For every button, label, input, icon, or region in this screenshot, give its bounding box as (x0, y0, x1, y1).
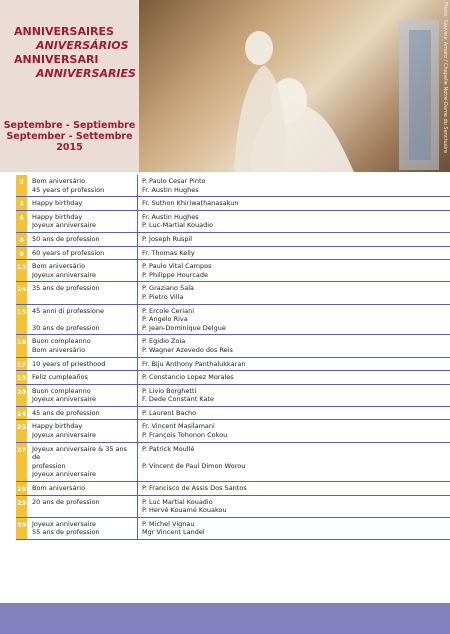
name-cell (138, 175, 450, 196)
name-cell (138, 358, 450, 371)
date-block (0, 120, 139, 153)
occasion-cell (27, 282, 138, 303)
date-line-1: Septembre - Septiembre (3, 120, 136, 131)
name-line: P. Paulo Vital Campos (142, 262, 212, 271)
occasion-line: 50 ans de profession (32, 234, 100, 243)
occasion-cell (27, 211, 138, 232)
name-line (142, 453, 450, 462)
title-panel (0, 0, 139, 172)
date-line-3: 2015 (56, 142, 83, 153)
occasion-line: Joyeux anniversaire (32, 431, 97, 440)
name-line: Fr. Austin Hughes (142, 212, 199, 221)
name-line: P. Ercole Ceriani (142, 306, 195, 315)
table-row (16, 371, 450, 385)
title-pt: ANIVERSÁRIOS (36, 39, 129, 52)
occasion-cell (27, 385, 138, 406)
occasion-cell (27, 371, 138, 384)
name-line: P. Laurent Bacho (142, 408, 197, 417)
name-line: Fr. Suthon Khiriwathanasakun (142, 199, 239, 208)
table-row (16, 407, 450, 421)
table-row (16, 260, 450, 282)
name-line: P. François Tohonon Cokou (142, 431, 228, 440)
occasion-line: 35 ans de profession (32, 284, 100, 293)
name-cell (138, 335, 450, 356)
occasion-line: 45 anni di professione (32, 306, 105, 315)
name-line: P. Constancio Lopez Morales (142, 373, 234, 382)
occasion-cell (27, 175, 138, 196)
name-cell (138, 305, 450, 335)
day-cell: 27 (16, 443, 27, 481)
day-cell: 8 (16, 233, 27, 246)
occasion-line (32, 315, 137, 324)
name-line: Fr. Biju Anthony Panthalukkaran (142, 359, 246, 368)
name-line: P. Joseph Ruspil (142, 234, 193, 243)
day-cell: 30 (16, 518, 27, 539)
name-cell (138, 282, 450, 303)
table-row (16, 443, 450, 482)
day-cell: 14 (16, 282, 27, 303)
occasion-cell (27, 482, 138, 495)
table-row (16, 335, 450, 357)
statue-illustration (139, 0, 450, 172)
day-cell: 13 (16, 260, 27, 281)
name-line: Fr. Austin Hughes (142, 185, 199, 194)
day-cell: 25 (16, 420, 27, 441)
title-fr: ANNIVERSAIRES (14, 25, 114, 38)
day-cell: 3 (16, 197, 27, 210)
occasion-line: Joyeux anniversaire (32, 395, 97, 404)
occasion-line: Feliz cumpleaños (32, 373, 88, 382)
title-en: ANNIVERSARIES (36, 67, 136, 80)
occasion-cell (27, 247, 138, 260)
occasion-cell (27, 420, 138, 441)
day-cell: 16 (16, 335, 27, 356)
table-row (16, 282, 450, 304)
name-cell (138, 247, 450, 260)
name-line: P. Jean-Dominique Delgue (142, 323, 226, 332)
occasion-line: 45 ans de profession (32, 408, 100, 417)
table-row (16, 211, 450, 233)
occasion-line: Joyeux anniversaire (32, 221, 97, 230)
name-cell (138, 482, 450, 495)
day-cell: 20 (16, 385, 27, 406)
occasion-line: Bom aniversário (32, 345, 86, 354)
occasion-cell (27, 496, 138, 517)
day-cell: 29 (16, 496, 27, 517)
table-row (16, 385, 450, 407)
name-line: P. Michel Vignau (142, 519, 195, 528)
occasion-line: Joyeux anniversaire & 35 ans de (32, 444, 128, 462)
header (0, 0, 450, 172)
occasion-line: Joyeux anniversaire (32, 470, 97, 479)
name-cell (138, 385, 450, 406)
table-row (16, 233, 450, 247)
occasion-line: 60 years of profession (32, 248, 105, 257)
occasion-line: 20 ans de profession (32, 497, 100, 506)
name-line: Fr. Vincent Masilamani (142, 422, 215, 431)
occasion-line: Bom aniversário (32, 262, 86, 271)
name-cell (138, 371, 450, 384)
occasion-cell (27, 335, 138, 356)
table-row (16, 518, 450, 540)
name-line: F. Dede Constant Kate (142, 395, 214, 404)
day-cell: 24 (16, 407, 27, 420)
date-line-2: September - Settembre (6, 131, 133, 142)
name-cell (138, 443, 450, 481)
table-row (16, 175, 450, 197)
name-line: P. Philippe Hourcade (142, 270, 209, 279)
name-line: P. Francisco de Assis Dos Santos (142, 484, 247, 493)
photo-credit: Photo: Sauveur Amato / Chapelle Notre-Dame du Sanctuaire (442, 2, 448, 154)
day-cell: 17 (16, 358, 27, 371)
name-cell (138, 197, 450, 210)
occasion-cell (27, 358, 138, 371)
occasion-line: Joyeux anniversaire (32, 519, 97, 528)
occasion-cell (27, 260, 138, 281)
table-row (16, 482, 450, 496)
footer-bar (0, 603, 450, 634)
name-line: P. Patrick Moullé (142, 444, 195, 453)
occasion-cell (27, 233, 138, 246)
occasion-cell (27, 443, 138, 481)
occasion-line: 45 years of profession (32, 185, 105, 194)
table-row (16, 247, 450, 261)
occasion-cell (27, 407, 138, 420)
occasion-line: Happy birthday (32, 212, 83, 221)
occasion-cell (27, 518, 138, 539)
occasion-cell (27, 305, 138, 335)
name-line: P. Paulo Cesar Pinto (142, 177, 206, 185)
name-line: P. Wagner Azevedo dos Reis (142, 345, 233, 354)
occasion-line: 30 ans de profession (32, 323, 100, 332)
statue-photo (139, 0, 450, 172)
occasion-line: Bom aniversário (32, 177, 86, 185)
occasion-line: Bom aniversário (32, 484, 86, 493)
occasion-line: Buon compleanno (32, 337, 91, 346)
occasion-line: 55 ans de profession (32, 528, 100, 537)
occasion-line: Happy birthday (32, 422, 83, 431)
name-line: P. Luc-Martial Kouadio (142, 221, 213, 230)
name-line: P. Graziano Sala (142, 284, 194, 293)
name-line: Mgr Vincent Landel (142, 528, 205, 537)
occasion-line: profession (32, 461, 66, 470)
name-cell (138, 407, 450, 420)
name-cell (138, 260, 450, 281)
day-cell: 19 (16, 371, 27, 384)
table-row (16, 197, 450, 211)
occasion-line: 10 years of priesthood (32, 359, 106, 368)
name-cell (138, 420, 450, 441)
day-cell: 28 (16, 482, 27, 495)
table-row (16, 305, 450, 336)
name-line: P. Egidio Zoia (142, 337, 186, 346)
table-row (16, 496, 450, 518)
occasion-line: Happy birthday (32, 199, 83, 208)
name-line: P. Vincent de Paul Dimon Worou (142, 461, 246, 470)
day-cell: 2 (16, 175, 27, 196)
anniversary-table (16, 175, 450, 540)
day-cell: 4 (16, 211, 27, 232)
name-cell (138, 518, 450, 539)
name-cell (138, 496, 450, 517)
name-line: P. Hervé Kouamé Kouakou (142, 506, 227, 515)
name-cell (138, 211, 450, 232)
name-line: P. Livio Borghetti (142, 386, 197, 395)
title-it: ANNIVERSARI (14, 53, 99, 66)
table-row (16, 420, 450, 442)
occasion-cell (27, 197, 138, 210)
day-cell: 15 (16, 305, 27, 335)
occasion-line: Buon compleanno (32, 386, 91, 395)
occasion-line: Joyeux anniversaire (32, 270, 97, 279)
name-line: P. Pietro Villa (142, 292, 184, 301)
name-line: Fr. Thomas Kelly (142, 248, 195, 257)
day-cell: 9 (16, 247, 27, 260)
name-cell (138, 233, 450, 246)
name-line: P. Angelo Riva (142, 315, 188, 324)
table-row (16, 358, 450, 372)
name-line: P. Luc Martial Kouadio (142, 497, 213, 506)
